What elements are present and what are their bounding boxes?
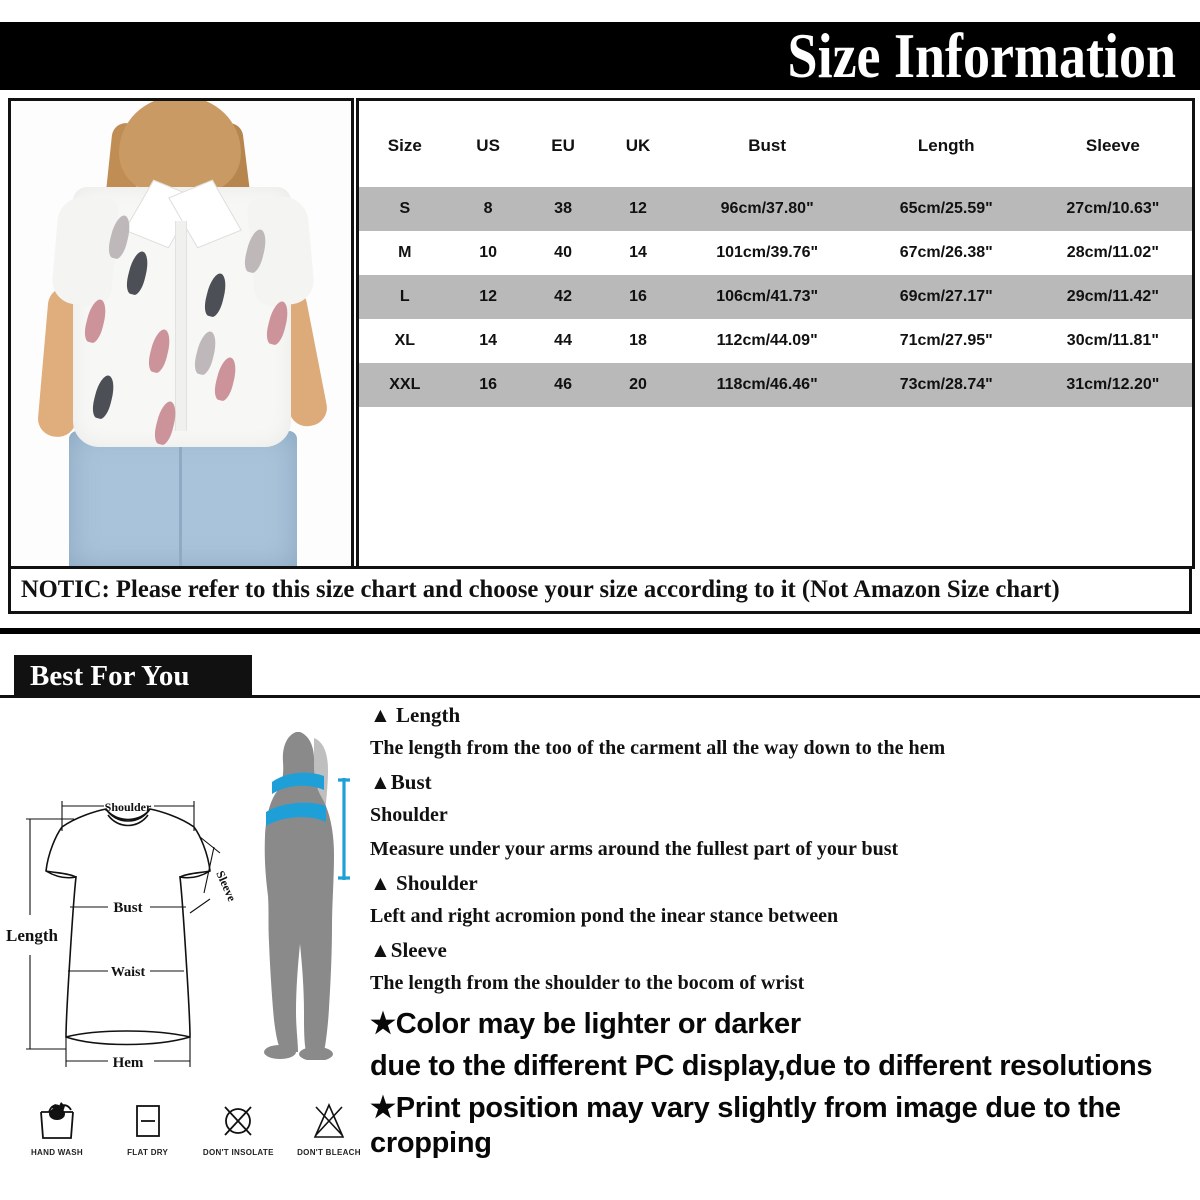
column-header-us: US bbox=[451, 101, 526, 187]
garment-label-waist: Waist bbox=[110, 965, 146, 980]
guide-body-length: The length from the too of the carment all the way down to the hem bbox=[370, 737, 946, 759]
section-divider bbox=[0, 628, 1200, 634]
column-header-size: Size bbox=[359, 101, 451, 187]
cell-uk: 16 bbox=[601, 275, 676, 319]
cell-size: XXL bbox=[359, 363, 451, 407]
guide-heading-length: ▲ Length bbox=[370, 703, 461, 727]
table-row bbox=[359, 319, 1192, 363]
column-header-uk: UK bbox=[601, 101, 676, 187]
guide-body-sleeve: The length from the shoulder to the bocom of wrist bbox=[370, 972, 805, 994]
cell-us: 16 bbox=[451, 363, 526, 407]
cell-eu: 44 bbox=[526, 319, 601, 363]
cell-length: 67cm/26.38" bbox=[859, 231, 1034, 275]
guide-heading-shoulder: ▲ Shoulder bbox=[370, 871, 478, 895]
cell-sleeve: 27cm/10.63" bbox=[1034, 187, 1192, 231]
cell-uk: 20 bbox=[601, 363, 676, 407]
cell-sleeve: 30cm/11.81" bbox=[1034, 319, 1192, 363]
cell-uk: 18 bbox=[601, 319, 676, 363]
title-bar bbox=[0, 22, 1200, 90]
garment-label-sleeve: Sleeve bbox=[213, 868, 240, 904]
cell-size: S bbox=[359, 187, 451, 231]
page-title: Size Information bbox=[787, 20, 1176, 92]
care-label-dont-insolate: DON'T INSOLATE bbox=[202, 1148, 274, 1157]
cell-us: 8 bbox=[451, 187, 526, 231]
cell-uk: 12 bbox=[601, 187, 676, 231]
column-header-length: Length bbox=[859, 101, 1034, 187]
silhouette-foot-left bbox=[264, 1045, 296, 1059]
garment-label-length: Length bbox=[6, 926, 58, 945]
length-measure-arrow bbox=[338, 778, 350, 880]
cell-length: 69cm/27.17" bbox=[859, 275, 1034, 319]
guide-body-shoulder-word: Shoulder bbox=[370, 804, 448, 826]
cell-us: 12 bbox=[451, 275, 526, 319]
body-silhouette-diagram bbox=[252, 720, 372, 1060]
best-for-you-label: Best For You bbox=[30, 659, 190, 692]
dont-insolate-icon bbox=[212, 1098, 264, 1144]
product-photo bbox=[8, 98, 354, 569]
size-table-container bbox=[356, 98, 1195, 569]
cell-bust: 118cm/46.46" bbox=[676, 363, 859, 407]
cell-length: 71cm/27.95" bbox=[859, 319, 1034, 363]
cell-uk: 14 bbox=[601, 231, 676, 275]
cell-size: L bbox=[359, 275, 451, 319]
hand-wash-icon bbox=[31, 1098, 83, 1144]
cell-size: XL bbox=[359, 319, 451, 363]
care-symbol-dont-bleach bbox=[290, 1098, 368, 1157]
cell-eu: 38 bbox=[526, 187, 601, 231]
care-symbols bbox=[18, 1098, 368, 1194]
cell-eu: 40 bbox=[526, 231, 601, 275]
table-row bbox=[359, 363, 1192, 407]
flat-dry-icon bbox=[122, 1098, 174, 1144]
cell-bust: 96cm/37.80" bbox=[676, 187, 859, 231]
column-header-bust: Bust bbox=[676, 101, 859, 187]
care-symbol-flat-dry bbox=[109, 1098, 187, 1157]
product-photo-illustration bbox=[11, 101, 351, 566]
column-header-sleeve: Sleeve bbox=[1034, 101, 1192, 187]
size-table-body bbox=[359, 187, 1192, 407]
disclaimer-display: due to the different PC display,due to different resolutions bbox=[370, 1050, 1153, 1083]
care-label-hand-wash: HAND WASH bbox=[30, 1148, 84, 1157]
care-symbol-dont-insolate bbox=[199, 1098, 277, 1157]
silhouette-foot-right bbox=[299, 1047, 333, 1060]
garment-label-bust: Bust bbox=[113, 900, 143, 916]
table-row bbox=[359, 187, 1192, 231]
cell-bust: 101cm/39.76" bbox=[676, 231, 859, 275]
table-row bbox=[359, 275, 1192, 319]
garment-label-hem: Hem bbox=[112, 1055, 144, 1071]
guide-heading-bust: ▲Bust bbox=[370, 770, 432, 794]
top-panel bbox=[8, 98, 1192, 614]
cell-eu: 46 bbox=[526, 363, 601, 407]
care-label-flat-dry: FLAT DRY bbox=[127, 1148, 169, 1157]
disclaimer-color: ★Color may be lighter or darker bbox=[370, 1008, 801, 1040]
guide-body-bust: Measure under your arms around the fullest part of your bust bbox=[370, 838, 899, 860]
dont-bleach-icon bbox=[303, 1098, 355, 1144]
cell-us: 10 bbox=[451, 231, 526, 275]
disclaimer-print: ★Print position may vary slightly from image due to the cropping bbox=[370, 1092, 1121, 1159]
table-header-row bbox=[359, 101, 1192, 187]
size-table bbox=[359, 101, 1192, 407]
size-table-header bbox=[359, 101, 1192, 187]
table-row bbox=[359, 231, 1192, 275]
jeans-seam bbox=[179, 437, 182, 567]
column-header-eu: EU bbox=[526, 101, 601, 187]
best-for-you-rule bbox=[0, 695, 1200, 698]
cell-sleeve: 28cm/11.02" bbox=[1034, 231, 1192, 275]
cell-bust: 112cm/44.09" bbox=[676, 319, 859, 363]
cell-eu: 42 bbox=[526, 275, 601, 319]
cell-size: M bbox=[359, 231, 451, 275]
cell-length: 65cm/25.59" bbox=[859, 187, 1034, 231]
hair-top bbox=[119, 98, 241, 193]
cell-us: 14 bbox=[451, 319, 526, 363]
care-symbol-hand-wash bbox=[18, 1098, 96, 1157]
jeans-shape bbox=[69, 431, 297, 569]
cell-length: 73cm/28.74" bbox=[859, 363, 1034, 407]
cell-sleeve: 29cm/11.42" bbox=[1034, 275, 1192, 319]
guide-heading-sleeve: ▲Sleeve bbox=[370, 938, 447, 962]
bottom-section bbox=[0, 700, 1200, 1200]
cell-sleeve: 31cm/12.20" bbox=[1034, 363, 1192, 407]
care-label-dont-bleach: DON'T BLEACH bbox=[297, 1148, 361, 1157]
cell-bust: 106cm/41.73" bbox=[676, 275, 859, 319]
notice-text: NOTIC: Please refer to this size chart and choose your size according to it (Not Amazon Size chart) bbox=[20, 576, 1060, 603]
button-placket bbox=[175, 221, 187, 431]
garment-diagram bbox=[4, 775, 252, 1075]
garment-label-shoulder: Shoulder bbox=[104, 800, 152, 814]
best-for-you-badge bbox=[14, 655, 252, 697]
notice-box bbox=[8, 566, 1192, 614]
guide-body-shoulder: Left and right acromion pond the inear stance between bbox=[370, 905, 839, 927]
measurement-guide bbox=[370, 705, 1200, 1168]
